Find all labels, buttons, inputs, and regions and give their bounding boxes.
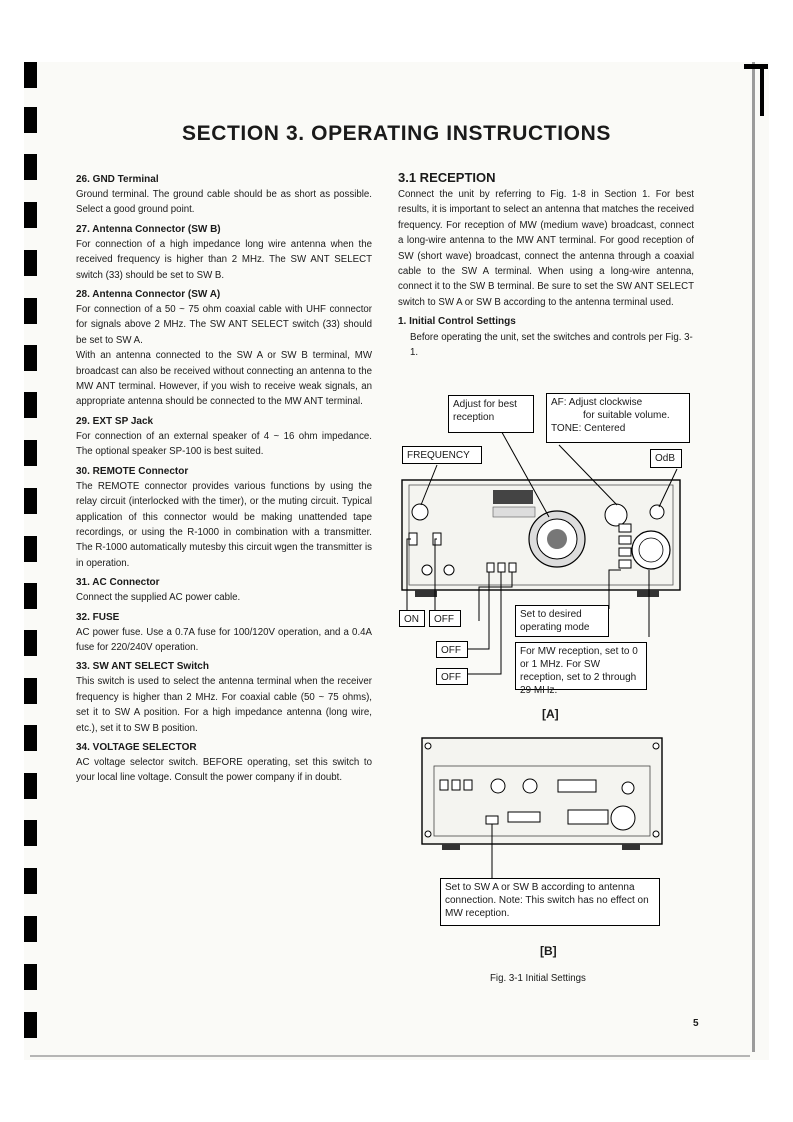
callout-tuning: Adjust for best reception [448,395,534,433]
callout-af-line-3: TONE: Centered [551,423,626,434]
item-27 [76,222,372,283]
item-body: For connection of an external speaker of 4 ~ 16 ohm impedance. The optional speaker SP-100 is best suited. [76,430,372,458]
callout-af-line-2: for suitable volume. [583,410,670,421]
item-heading: 34. VOLTAGE SELECTOR [76,741,197,753]
odb-label: OdB [650,449,682,468]
item-29 [76,414,372,460]
figure-caption: Fig. 3-1 Initial Settings [490,973,586,984]
off-label-1: OFF [429,610,461,627]
figure-front-panel [397,387,697,727]
frequency-label: FREQUENCY [402,446,482,464]
binding-marks [24,62,38,1057]
page-number: 5 [693,1018,699,1029]
item-26 [76,172,372,218]
item-body: This switch is used to select the antenna terminal when the receiver frequency is higher than 2 MHz. For coaxial cable (50 ~ 75 ohms), set it to SW A position. For a high impedance antenna (long wire, etc.), set it to SW B position. [76,676,372,734]
item-28 [76,287,372,410]
item-body: Connect the supplied AC power cable. [76,592,241,604]
page-edge [752,62,755,1052]
on-label: ON [399,610,425,627]
item-heading: 28. Antenna Connector (SW A) [76,289,221,301]
figure-b-label: [B] [540,944,557,958]
item-heading: 32. FUSE [76,611,120,623]
initial-settings-body: Before operating the unit, set the switches and controls per Fig. 3-1. [410,331,693,359]
item-33 [76,659,372,736]
item-body: The REMOTE connector provides various functions by using the relay circuit (interlocked with the timer), or the muting circuit. Typical application of this connector would be making unattended tape recordings, or using the R-1000 in combination with a transmitter. The R-1000 automatically mutesby this circuit wgen the transmitter is in operation. [76,480,372,569]
item-body: For connection of a high impedance long wire antenna when the received frequency is higher than 2 MHz. The SW ANT SELECT switch (33) should be set to SW B. [76,238,372,281]
item-heading: 30. REMOTE Connector [76,465,189,477]
right-column [398,169,694,360]
page-title: SECTION 3. OPERATING INSTRUCTIONS [182,122,611,145]
figure-rear-panel [418,736,668,956]
item-body: For connection of a 50 ~ 75 ohm coaxial cable with UHF connector for signals above 2 MHz. The SW ANT SELECT switch (33) should be set to SW A. [76,304,372,346]
off-label-3: OFF [436,668,468,685]
initial-settings-heading: 1. Initial Control Settings [398,316,516,328]
item-31 [76,575,372,605]
corner-mark [760,64,772,116]
item-32 [76,610,372,656]
figure-a-label: [A] [542,707,559,721]
reception-body: Connect the unit by referring to Fig. 1-8 in Section 1. For best results, it is important to select an antenna that matches the received frequency. For reception of MW (medium wave) broadcast, connect a long-wire antenna to the MW ANT terminal. For good reception of SW (short wave) broadcast, connect the antenna through a coaxial cable to the SW A terminal. When using a long-wire antenna, connect it to the SW B terminal. Be sure to set the SW ANT SELECT switch to SW A or SW B according to the antenna terminal used. [398,189,694,308]
callout-sw-ant: Set to SW A or SW B according to antenna connection. Note: This switch has no effect on MW reception. [440,878,660,926]
item-body: Ground terminal. The ground cable should be as short as possible. Select a good ground point. [76,189,372,216]
item-body-2: With an antenna connected to the SW A or SW B terminal, MW broadcast can also be received without connecting an antenna to the MW ANT terminal. However, if you wish to receive weak signals, an appropriate antenna should be connected to the MW ANT terminal. [76,350,372,408]
callout-af-line-1: AF: Adjust clockwise [551,397,643,408]
callout-band: For MW reception, set to 0 or 1 MHz. For SW reception, set to 2 through 29 MHz. [515,642,647,690]
item-heading: 26. GND Terminal [76,174,159,185]
reception-heading: 3.1 RECEPTION [398,170,496,185]
item-30 [76,464,372,571]
callout-mode: Set to desired operating mode [515,605,609,637]
item-34 [76,740,372,786]
item-heading: 29. EXT SP Jack [76,415,154,427]
item-heading: 27. Antenna Connector (SW B) [76,223,221,235]
bottom-edge [30,1055,750,1057]
off-label-2: OFF [436,641,468,658]
callout-af-tone [546,393,690,443]
item-heading: 33. SW ANT SELECT Switch [76,661,209,673]
left-column [76,172,372,790]
item-body: AC voltage selector switch. BEFORE operating, set this switch to your local line voltage. Consult the power company if in doubt. [76,756,372,784]
item-body: AC power fuse. Use a 0.7A fuse for 100/120V operation, and a 0.4A fuse for 220/240V operation. [76,626,372,653]
item-heading: 31. AC Connector [76,577,160,589]
